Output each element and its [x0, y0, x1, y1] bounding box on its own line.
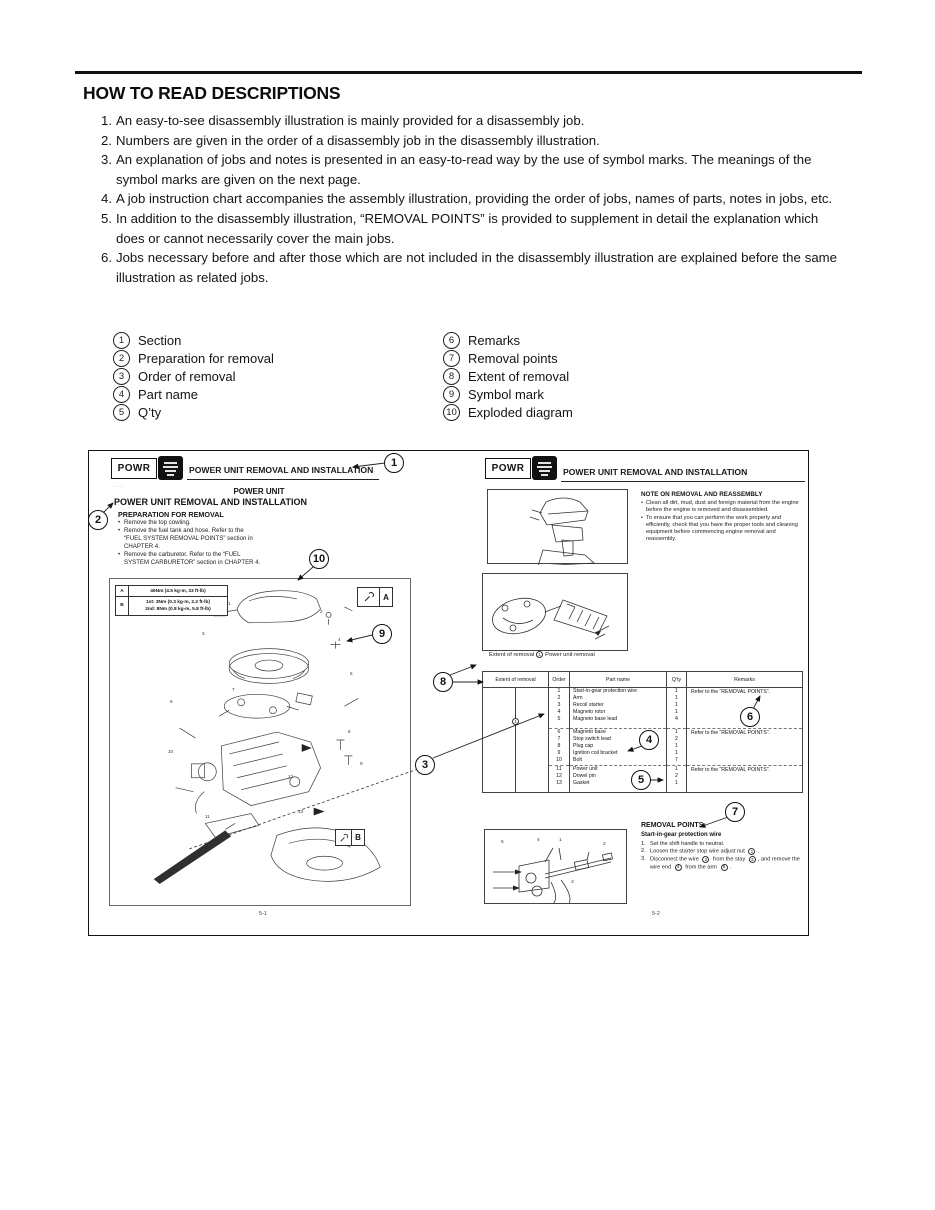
extent-column [483, 688, 548, 792]
qty-cell: 1 [675, 688, 678, 694]
callout-5: 5 [631, 770, 651, 790]
removal-points-title: REMOVAL POINTS [641, 822, 704, 829]
legend-left [113, 331, 443, 422]
part-name-cell: Magneto base [573, 729, 606, 735]
qty-cell: 1 [675, 729, 678, 735]
table-group [549, 728, 569, 765]
instruction-number: 5. [101, 210, 112, 226]
part-name-cell: Gasket [573, 780, 590, 787]
powr-icon [158, 456, 183, 480]
order-cell: 12 [556, 773, 562, 780]
legend-label: Order of removal [138, 368, 236, 384]
qty-cell: 1 [675, 695, 678, 702]
note-bullet [641, 500, 805, 515]
part-name-cell: Dowel pin [573, 773, 596, 780]
legend-right [443, 331, 733, 422]
instruction-item [92, 111, 837, 131]
illustration-label: 1 [559, 838, 562, 843]
instruction-item [92, 209, 837, 248]
legend-label: Symbol mark [468, 387, 544, 403]
part-name-cell: Arm [573, 695, 583, 702]
callout-10: 10 [309, 549, 329, 569]
torque-line: 2nd: 8Nm (0.8 kg-m, 5.8 ft-lb) [145, 606, 211, 612]
qty-cell: 4 [675, 716, 678, 723]
part-number-label: 3 [202, 631, 205, 636]
torque-row [116, 586, 227, 596]
instruction-item [92, 248, 837, 287]
page-title: HOW TO READ DESCRIPTIONS [83, 83, 341, 103]
powr-icon [532, 456, 557, 480]
order-cell: 13 [556, 780, 562, 787]
prep-bullet-text: Remove the fuel tank and hose. Refer to the “FUEL SYSTEM REMOVAL POINTS” section in CHAPTER 4. [124, 527, 253, 551]
prep-bullet-text: Remove the top cowling. [124, 519, 191, 526]
part-name-cell: Stop switch lead [573, 736, 611, 743]
wire-illustration-box [484, 829, 627, 904]
instruction-text: An easy-to-see disassembly illustration is mainly provided for a disassembly job. [116, 113, 585, 128]
callout-3: 3 [415, 755, 435, 775]
illustration-label: 2 [603, 842, 606, 847]
parts-table-header: Extent of removal Order Part name Q’ty Remarks [483, 672, 802, 688]
order-cell: 5 [557, 716, 561, 723]
circled-number: 7 [443, 350, 460, 367]
bullet-icon: • [641, 500, 643, 506]
note-bullet-text: Clean all dirt, mud, dust and foreign material from the engine before the engine is removed and disassembled. [646, 500, 799, 514]
bullet-icon: • [118, 551, 121, 559]
extent-value-number: 1 [536, 651, 543, 658]
torque-value [129, 597, 227, 614]
instruction-number: 6. [101, 250, 112, 266]
order-cell: 9 [557, 750, 561, 757]
note-bullets [641, 500, 805, 544]
instruction-text: In addition to the disassembly illustration, “REMOVAL POINTS” is provided to supplement in detail the explanation which does or cannot necessarily cover the main jobs. [116, 210, 819, 246]
exploded-diagram-box [109, 578, 411, 906]
step-text: Set the shift handle to neutral. [650, 841, 725, 847]
illustration-label: 3 [571, 880, 574, 885]
qty-cell: 1 [675, 766, 678, 772]
order-column [548, 688, 569, 792]
circled-number: 4 [675, 864, 682, 871]
left-page-number: 5-1 [259, 911, 267, 917]
instruction-text: Jobs necessary before and after those which are not included in the disassembly illustration are explained before the same illustration as related jobs. [116, 250, 837, 285]
qty-cell: 1 [675, 709, 678, 716]
qty-column [666, 688, 686, 792]
torque-table [115, 585, 228, 616]
part-number-label: 8 [348, 729, 351, 734]
circled-number: 1 [113, 332, 130, 349]
legend-label: Q’ty [138, 405, 162, 421]
symbol-box-b [335, 829, 365, 846]
qty-cell: 7 [675, 757, 678, 764]
instruction-text: A job instruction chart accompanies the assembly illustration, providing the order of jobs, names of parts, notes in jobs, etc. [116, 191, 833, 207]
legend-item [113, 404, 443, 422]
part-number-label: 10 [168, 749, 174, 754]
instruction-list [92, 111, 837, 287]
circled-number: 9 [443, 386, 460, 403]
left-sub-heading: POWER UNIT REMOVAL AND INSTALLATION [114, 497, 307, 507]
left-prep-heading: PREPARATION FOR REMOVAL [118, 509, 224, 519]
left-header-rule [187, 479, 379, 480]
instruction-number: 4. [101, 191, 112, 207]
part-number-label: 1 [228, 601, 231, 606]
legend-label: Remarks [468, 332, 521, 348]
legend-label: Section [138, 332, 182, 348]
circled-number: 2 [702, 856, 709, 863]
callout-8: 8 [433, 672, 453, 692]
table-group [549, 688, 569, 728]
order-cell: 8 [557, 743, 561, 750]
circled-number: 5 [721, 864, 728, 871]
legend-item [113, 386, 443, 404]
circled-number: 2 [113, 350, 130, 367]
remark-cell: Refer to the “REMOVAL POINTS”. [691, 767, 770, 773]
torque-key: A [116, 586, 129, 596]
torque-key: B [116, 597, 129, 614]
part-number-label: 9 [360, 761, 363, 766]
part-name-cell: Start-in-gear protection wire [573, 688, 638, 694]
part-name-cell: Ignition coil bracket [573, 750, 618, 757]
left-section-heading: POWER UNIT [233, 487, 285, 496]
legend-label: Exploded diagram [468, 405, 573, 421]
step-text: Disconnect the wire 2 from the stay 3 , and remove the wire end 4 from the arm 5 . [650, 856, 800, 871]
instruction-item [92, 189, 837, 209]
legend-label: Extent of removal [468, 368, 570, 384]
remarks-column [686, 688, 802, 792]
torque-line: 1st: 3Nm (0.3 kg-m, 2.2 ft-lb) [146, 599, 210, 605]
step-number: 1. [641, 841, 646, 847]
callout-7: 7 [725, 802, 745, 822]
outboard-illustration-box [487, 489, 628, 564]
qty-cell: 2 [675, 736, 678, 743]
powr-tab-label: POWR [117, 463, 151, 474]
prep-bullet [118, 551, 261, 567]
right-header-rule [561, 481, 805, 482]
instruction-text: Numbers are given in the order of a disassembly job in the disassembly illustration. [116, 132, 600, 148]
qty-cell: 1 [675, 743, 678, 750]
instruction-item [92, 150, 837, 189]
table-group [549, 765, 569, 792]
extent-caption: Extent of removal 1 Power unit removal [489, 651, 595, 658]
exploded-diagram-art [110, 579, 410, 905]
powr-tab-right [485, 458, 531, 479]
instruction-number: 2. [101, 132, 112, 148]
part-number-label: 12 [288, 774, 294, 779]
legend [113, 331, 733, 422]
circled-number: 4 [113, 386, 130, 403]
removal-points-subtitle: Start-in-gear protection wire [641, 832, 722, 838]
legend-item [443, 367, 733, 385]
table-group [667, 688, 686, 728]
qty-cell: 1 [675, 750, 678, 757]
prep-bullet [118, 527, 261, 551]
legend-item [443, 349, 733, 367]
circled-number: 3 [113, 368, 130, 385]
left-header-title: POWER UNIT REMOVAL AND INSTALLATION [189, 465, 374, 475]
part-name-cell: Magneto base lead [573, 716, 618, 723]
order-cell: 1 [557, 688, 561, 694]
order-cell: 4 [557, 709, 561, 716]
order-cell: 10 [556, 757, 562, 764]
note-bullet-text: To ensure that you can perform the work properly and efficiently, check that you have the proper tools and cleaning equipment before commencing engine removal and reassembly. [646, 514, 798, 543]
part-number-label: 5 [350, 671, 353, 676]
part-number-label: 11 [205, 814, 210, 819]
prep-bullets [118, 519, 261, 567]
qty-cell: 1 [675, 780, 678, 787]
qty-cell: 2 [675, 773, 678, 780]
circled-number: 3 [749, 856, 756, 863]
step-number: 3. [641, 856, 646, 863]
bullet-icon: • [118, 527, 121, 535]
instruction-item [92, 131, 837, 151]
part-number-label: 13 [298, 809, 304, 814]
part-name-cell: Plug cap [573, 743, 594, 750]
circled-number: 10 [443, 404, 460, 421]
part-name-cell: Recoil starter [573, 702, 604, 709]
prep-bullet [118, 519, 261, 527]
extent-line [515, 688, 516, 718]
engine-illustration-box [482, 573, 628, 651]
bullet-icon: • [641, 514, 643, 521]
top-rule [75, 71, 862, 74]
legend-item [443, 331, 733, 349]
legend-item [443, 386, 733, 404]
step-number: 2. [641, 848, 646, 855]
legend-item [113, 349, 443, 367]
right-header-title: POWER UNIT REMOVAL AND INSTALLATION [563, 467, 748, 477]
legend-item [113, 367, 443, 385]
part-number-label: 7 [232, 687, 235, 692]
removal-steps [641, 841, 809, 872]
torque-value [129, 586, 227, 596]
powr-tab-label: POWR [491, 463, 525, 474]
qty-cell: 1 [675, 702, 678, 709]
note-block [641, 491, 805, 544]
removal-step [641, 848, 809, 856]
table-group [687, 728, 802, 765]
symbol-box-a [357, 587, 393, 607]
torque-row [116, 596, 227, 614]
illustration-label: 4 [537, 838, 540, 843]
part-name-cell: Magneto rotor [573, 709, 606, 716]
note-bullet [641, 515, 805, 544]
legend-item [443, 404, 733, 422]
bullet-icon: • [118, 519, 121, 526]
callout-2: 2 [88, 510, 108, 530]
instruction-text: An explanation of jobs and notes is presented in an easy-to-read way by the use of symbol marks. The meanings of the symbol marks are given on the next page. [116, 152, 812, 187]
extent-mark: 1 [512, 718, 519, 725]
callout-6: 6 [740, 707, 760, 727]
table-group [687, 765, 802, 792]
torque-line: 45Nm (4.5 kg-m, 33 ft-lb) [150, 588, 206, 594]
part-number-label: 2 [320, 609, 323, 614]
remark-cell: Refer to the “REMOVAL POINTS”. [691, 689, 770, 695]
instruction-number: 3. [101, 152, 112, 168]
circled-number: 1 [748, 848, 755, 855]
prep-bullet-text: Remove the carburetor. Refer to the “FUEL SYSTEM CARBURETOR” section in CHAPTER 4. [124, 551, 261, 567]
part-name-cell: Bolt [573, 757, 582, 764]
circled-number: 6 [443, 332, 460, 349]
circled-number: 5 [113, 404, 130, 421]
figure-frame [88, 450, 809, 936]
legend-label: Preparation for removal [138, 350, 274, 366]
right-page-number: 5-2 [652, 911, 660, 917]
order-cell: 6 [557, 729, 561, 735]
callout-4: 4 [639, 730, 659, 750]
illustration-label: 5 [501, 840, 504, 845]
table-group [667, 728, 686, 765]
part-name-cell: Power unit [573, 766, 598, 772]
note-title: NOTE ON REMOVAL AND REASSEMBLY [641, 491, 763, 498]
order-cell: 11 [556, 766, 562, 772]
order-cell: 2 [557, 695, 561, 702]
step-text: Loosen the starter stop wire adjust nut 1 . [650, 848, 759, 855]
legend-label: Removal points [468, 350, 558, 366]
removal-step [641, 841, 809, 848]
order-cell: 7 [557, 736, 561, 743]
order-cell: 3 [557, 702, 561, 709]
removal-step [641, 856, 809, 872]
part-number-label: 6 [170, 699, 173, 704]
legend-label: Part name [138, 387, 198, 403]
extent-line [515, 725, 516, 792]
left-tiny-code: ····· [113, 484, 126, 489]
symbol-letter-b: B [355, 833, 361, 842]
part-number-label: 4 [338, 637, 341, 642]
wrench-icon [358, 588, 380, 606]
table-group [570, 765, 666, 792]
circled-number: 8 [443, 368, 460, 385]
callout-1: 1 [384, 453, 404, 473]
legend-item [113, 331, 443, 349]
instruction-number: 1. [101, 113, 112, 128]
symbol-letter-a: A [383, 592, 389, 602]
callout-9: 9 [372, 624, 392, 644]
powr-tab-left [111, 458, 157, 479]
wrench-icon [336, 830, 352, 845]
remark-cell: Refer to the “REMOVAL POINTS”. [691, 730, 770, 736]
table-group [667, 765, 686, 792]
table-group [570, 688, 666, 728]
